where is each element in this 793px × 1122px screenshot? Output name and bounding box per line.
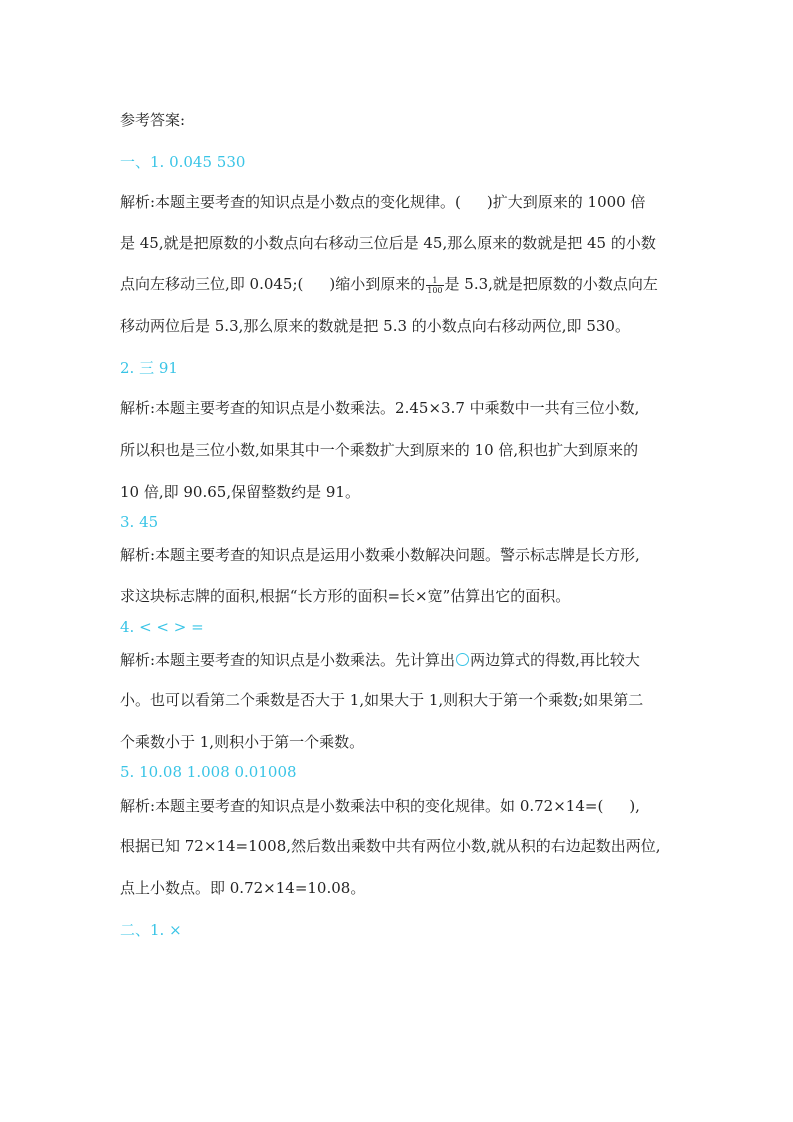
- section-3-heading: 3. 45: [120, 513, 159, 531]
- section-6-heading: 二、1. ×: [120, 921, 182, 939]
- section-5-line-3: 点上小数点。即 0.72×14=10.08。: [120, 879, 366, 897]
- section-5-heading: 5. 10.08 1.008 0.01008: [120, 763, 297, 781]
- section-2-line-2: 所以积也是三位小数,如果其中一个乘数扩大到原来的 10 倍,积也扩大到原来的: [120, 441, 639, 459]
- section-5-line-2: 根据已知 72×14=1008,然后数出乘数中共有两位小数,就从积的右边起数出两位,: [120, 837, 661, 855]
- section-4-line-1: 解析:本题主要考查的知识点是小数乘法。先计算出 两边算式的得数,再比较大: [120, 651, 640, 669]
- section-1-line-4: 移动两位后是 5.3,那么原来的数就是把 5.3 的小数点向右移动两位,即 530。: [120, 317, 630, 335]
- section-2-line-1: 解析:本题主要考查的知识点是小数乘法。2.45×3.7 中乘数中一共有三位小数,: [120, 399, 640, 417]
- section-1-line-1: 解析:本题主要考查的知识点是小数点的变化规律。( )扩大到原来的 1000 倍: [120, 193, 646, 211]
- section-3-line-1: 解析:本题主要考查的知识点是运用小数乘小数解决问题。警示标志牌是长方形,: [120, 546, 640, 564]
- section-3-line-2: 求这块标志牌的面积,根据“长方形的面积=长×宽”估算出它的面积。: [120, 587, 571, 605]
- section-4-line-2: 小。也可以看第二个乘数是否大于 1,如果大于 1,则积大于第一个乘数;如果第二: [120, 691, 644, 709]
- section-1-line-3: 点向左移动三位,即 0.045;( )缩小到原来的 $\frac{1}{100}$ 是 5.3,就是把原数的小数点向左: [120, 275, 658, 295]
- section-2-heading: 2. 三 91: [120, 359, 178, 377]
- section-1-heading: 一、1. 0.045 530: [120, 153, 246, 171]
- fraction-one-hundredth: $\frac{1}{100}$: [427, 275, 443, 295]
- section-5-line-1: 解析:本题主要考查的知识点是小数乘法中积的变化规律。如 0.72×14=( ),: [120, 797, 640, 815]
- section-4-line-3: 个乘数小于 1,则积小于第一个乘数。: [120, 733, 365, 751]
- section-1-line-2: 是 45,就是把原数的小数点向右移动三位后是 45,那么原来的数就是把 45 的小数: [120, 234, 656, 252]
- section-4-heading: 4. < < > =: [120, 618, 204, 636]
- page-title: 参考答案:: [120, 111, 186, 129]
- circle-icon: [456, 653, 469, 666]
- section-2-line-3: 10 倍,即 90.65,保留整数约是 91。: [120, 483, 360, 501]
